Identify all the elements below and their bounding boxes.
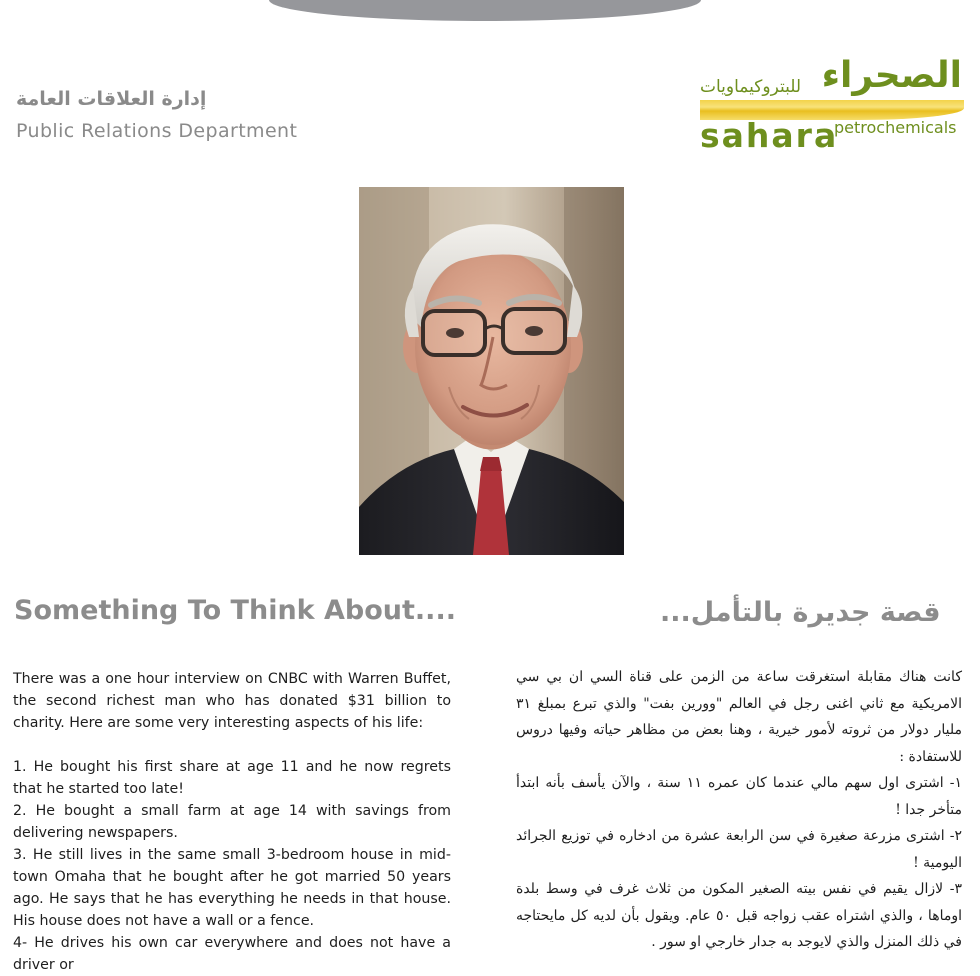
point-ar: ١- اشترى اول سهم مالي عندما كان عمره ١١ سنة ، والآن يأسف بأنه ابتدأ متأخر جدا ! (516, 775, 962, 818)
article-title-ar: قصة جديرة بالتأمل... (660, 597, 941, 628)
logo-name-en: sahara (700, 116, 839, 155)
department-name-en: Public Relations Department (16, 120, 298, 142)
logo-name-ar: الصحراء (821, 55, 962, 96)
article-title-en: Something To Think About.... (14, 595, 456, 626)
intro-paragraph-en: There was a one hour interview on CNBC with Warren Buffet, the second richest man who has donated $31 billion to charity. Here are some very interesting aspects of his life: (13, 671, 451, 731)
top-tab-decoration (269, 0, 701, 21)
point-en: 3. He still lives in the same small 3-bedroom house in mid-town Omaha that he bought after he got married 50 years ago. He says that he has everything he needs in that house. His house does not have a wall or a fence. (13, 847, 451, 929)
department-name-ar: إدارة العلاقات العامة (16, 88, 207, 110)
point-ar: ٣- لازال يقيم في نفس بيته الصغير المكون من ثلاث غرف في وسط بلدة اوماها ، والذي اشتراه عقب زواجه قبل ٥٠ عام. ويقول بأن لديه كل مايحتاجه في ذلك المنزل والذي لايوجد به جدار خارجي او سور . (516, 881, 962, 950)
point-en: 2. He bought a small farm at age 14 with savings from delivering newspapers. (13, 803, 451, 841)
point-ar: ٢- اشترى مزرعة صغيرة في سن الرابعة عشرة من ادخاره في توزيع الجرائد اليومية ! (516, 828, 962, 871)
portrait-photo (359, 187, 624, 555)
intro-paragraph-ar: كانت هناك مقابلة استغرقت ساعة من الزمن على قناة السي ان بي سي الامريكية مع ثاني اغنى رجل في العالم "وورين بفت" والذي تبرع بمبلغ ٣١ مليار دولار من ثروته لأمور خيرية ، وهنا بعض من مظاهر حياته وفيها دروس للاستفادة : (516, 669, 963, 765)
logo-tagline-en: petrochemicals (834, 118, 957, 137)
logo-tagline-ar: للبتروكيماويات (700, 77, 802, 97)
article-body-en (13, 668, 451, 976)
sahara-logo (700, 55, 964, 156)
point-en: 1. He bought his first share at age 11 and he now regrets that he started too late! (13, 759, 451, 797)
point-en: 4- He drives his own car everywhere and does not have a driver or (13, 935, 451, 973)
department-header (16, 86, 297, 146)
portrait-illustration (359, 187, 624, 555)
article-body-ar (516, 664, 962, 956)
